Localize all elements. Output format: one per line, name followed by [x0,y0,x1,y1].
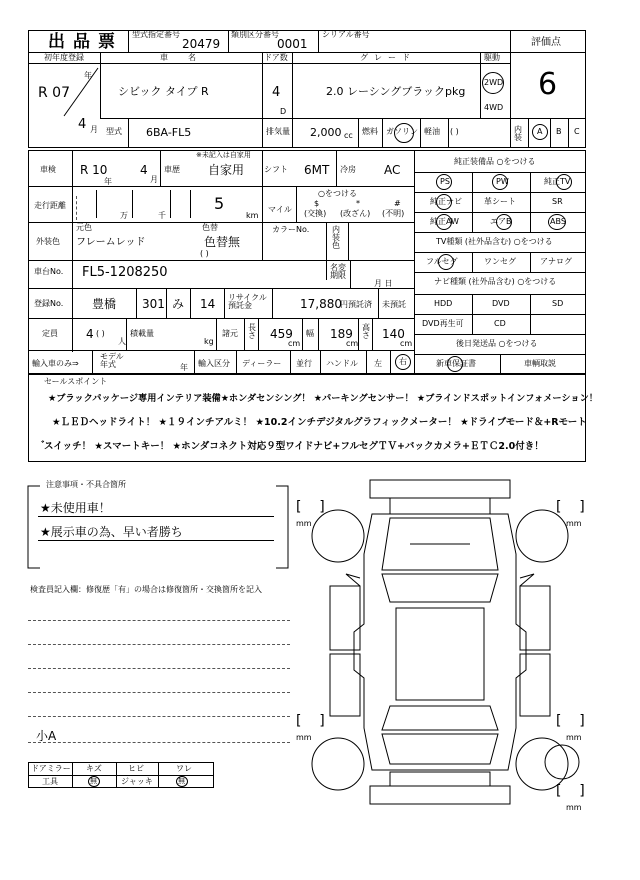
ac-label: 冷房 [340,165,356,174]
height-unit: cm [400,339,413,348]
type-no-label: 型式指定番号 [132,30,180,39]
equip-ps: PS [440,177,450,186]
equip-aw-circle [436,214,452,230]
height-value: 140 [382,327,405,341]
tamper-mark: * [356,199,360,208]
after-title: 後日発送品 ○をつける [456,339,538,348]
colorno-label: カラーNo. [272,225,310,234]
equip-tv-circle [556,174,572,190]
score-value: 6 [538,67,558,102]
sales-line-2: ★ＬＥＤヘッドライト！ ★１９インチアルミ！ ★10.2インチデジタルグラフィックメーター！ ★ドライブモード＆+Rモート [52,417,587,428]
inspection-era: R 10 [80,163,108,177]
tire-fl-mm: mm [296,519,312,528]
tv-analog: アナログ [540,257,572,266]
inspection-year-unit: 年 [104,177,112,186]
color-name: フレームレッド [76,237,146,248]
tire-spare-mm: mm [566,803,582,812]
length-unit: cm [288,339,301,348]
handle-label: ハンドル [326,359,358,368]
model-year-label: モデル年式 [100,352,124,369]
man-unit: 万 [120,211,128,220]
person-unit: 人 [118,337,126,346]
inspector-mark: 小A [36,729,57,743]
equip-ps-circle [436,174,452,190]
car-name-label: 車名 [160,53,216,62]
exterior-color-label: 外装色 [36,237,60,246]
tire-spare-bracket: [ ] [556,783,585,799]
notes-line-2: ★展示車の為、早い者勝ち [40,525,183,539]
class-no-label: 類別区分番号 [231,30,279,39]
displacement-value: 2,000 [310,126,342,139]
name-change-date: 月 日 [374,279,393,288]
equip-pw-circle [492,174,508,190]
interior-c: C [574,127,580,136]
grade-value: 2.0 レーシングブラックpkg [326,85,466,98]
reg-label: 登録No. [34,299,64,308]
model-label: 型式 [106,127,122,136]
dealer: ディーラー [242,359,282,368]
history-label: 車歴 [164,165,180,174]
navi-sd: SD [552,299,564,308]
type-no: 20479 [182,37,221,51]
capacity-value: 4 [86,327,94,341]
year-unit: 年 [84,71,92,80]
tire-rl-bracket: [ ] [296,713,325,729]
score-label: 評価点 [531,37,561,48]
equip-tv: 純正TV [544,177,571,186]
notes-line-1: ★未使用車！ [40,501,111,515]
unknown-mark: # [394,199,401,208]
equip-sr: SR [552,197,563,206]
dims-label: 諸元 [222,329,238,338]
equip-navi: 純正ナビ [430,197,462,206]
legend-tool: 工具 [42,777,58,786]
after-warranty-circle [447,356,463,372]
serial-label: シリアル番号 [322,30,370,39]
km-unit: km [246,211,259,220]
reg-area: 豊橋 [92,297,117,311]
class-no: 0001 [277,37,308,51]
parallel: 並行 [296,359,312,368]
navi-hdd: HDD [434,299,453,308]
tire-fr-mm: mm [566,519,582,528]
mile-label: マイル [268,205,292,214]
tv-one: ワンセグ [484,257,516,266]
displacement-label: 排気量 [266,127,290,136]
interior-label: 内装 [514,125,522,142]
history-note: ※未記入は自家用 [196,151,251,159]
recycle-value: 17,880 [300,297,342,311]
inspector-label: 検査員記入欄：修復歴「有」の場合は修復箇所・交換箇所を記入 [30,585,262,594]
equip-navi-circle [436,194,452,210]
tv-full: フルセグ [426,257,458,266]
fuel-gas: ガソリン [386,127,418,136]
circle-note: ○をつける [318,189,357,198]
notes-label: 注意事項・不具合箇所 [46,480,126,489]
capacity-paren: ( ) [96,329,105,338]
legend-jack-value: 無 [178,777,185,785]
recycle-none: 未預託 [382,300,406,309]
kg-unit: kg [204,337,214,346]
reg-class: 301 [142,297,165,311]
inspection-month: 4 [140,163,148,177]
legend-tool-value: 無 [90,777,97,785]
width-label: 幅 [306,329,314,338]
sen-unit: 千 [158,211,166,220]
slash-divider [62,66,100,118]
name-change-label: 名変期限 [330,263,346,280]
handle-left: 左 [374,359,382,368]
navi-title: ナビ種類 (社外品含む) ○をつける [434,277,557,286]
tv-full-circle [438,254,454,270]
width-value: 189 [330,327,353,341]
car-name: シビック タイプ R [118,85,209,98]
sales-line-3: ゙スイッチ！ ★スマートキー！ ★ホンダコネクト対応９型ワイドナビ+フルセグＴＶ+バックカメラ+ＥＴＣ2.0付き！ [44,441,544,452]
fuel-other: ( ) [450,127,459,136]
fuel-light: 軽油 [424,127,440,136]
month-unit: 月 [90,125,98,134]
equip-aw: 純正AW [430,217,459,226]
reg-kana: み [172,297,185,311]
cc-unit: cc [344,131,353,140]
interior-a: A [537,127,543,136]
equip-leather: 革シート [484,197,516,206]
doors-value: 4 [272,85,281,100]
length-value: 459 [270,327,293,341]
color-change: 色替無 [204,235,241,249]
doors-label: ドア数 [264,53,288,62]
legend-crack: ヒビ [128,764,144,773]
navi-cd: CD [494,319,506,328]
color-change-paren: ( ) [200,249,209,258]
reg-number: 14 [200,297,216,311]
mileage-label: 走行距離 [34,201,66,210]
handle-right: 右 [399,357,407,366]
mileage-value: 5 [214,194,225,213]
spare-tire [542,742,582,782]
tv-title: TV種類 (社外品含む) ○をつける [436,237,553,246]
unknown-label: (不明) [382,209,405,218]
inspection-month-unit: 月 [150,175,158,184]
first-reg-label: 初年度登録 [44,53,84,62]
ac-value: AC [384,163,401,177]
fuel-label: 燃料 [362,127,378,136]
form-title: 出品票 [48,32,123,52]
chassis-label: 車台No. [34,267,64,276]
first-reg-month: 4 [78,117,87,132]
legend-scratch: キズ [86,764,102,773]
drive-2wd: 2WD [484,78,504,87]
model-year-unit: 年 [180,363,188,372]
recycle-label: リサイクル預託金 [228,293,267,310]
tamper-label: (改ざん) [340,209,371,218]
equip-airbag: エアB [490,217,512,226]
navi-dvd: DVD [492,299,510,308]
first-reg-era: R 07 [38,85,70,101]
capacity-label: 定員 [42,329,58,338]
color-change-label: 色替 [202,223,218,232]
exchange-label: (交換) [304,209,327,218]
inspection-label: 車検 [40,165,56,174]
recycle-unit: 円預託済 [340,300,372,309]
door-type: D [280,107,287,116]
width-unit: cm [346,339,359,348]
drive-label: 駆動 [484,53,500,62]
shift-label: シフト [264,165,288,174]
after-manual: 車輌取説 [524,359,556,368]
import-class-label: 輸入区分 [198,359,230,368]
sales-label: セールスポイント [44,377,108,386]
legend-jack: ジャッキ [121,777,153,786]
load-label: 積載量 [130,329,154,338]
drive-4wd: 4WD [484,103,504,112]
exchange-mark: $ [314,199,320,208]
equip-abs-circle [548,214,566,230]
height-label: 高さ [362,323,370,340]
tire-rr-mm: mm [566,733,582,742]
tire-rr-bracket: [ ] [556,713,585,729]
after-warranty: 新車保証書 [436,359,476,368]
length-label: 長さ [248,323,256,340]
interior-color-label: 内装色 [332,225,340,250]
history-value: 自家用 [208,163,245,177]
tire-fl-bracket: [ ] [296,499,325,515]
tire-fr-bracket: [ ] [556,499,585,515]
import-label: 輸入車のみ⇒ [32,359,79,368]
legend-break: ワレ [176,764,192,773]
interior-b: B [556,127,562,136]
sales-line-1: ★ブラックパッケージ専用インテリア装備★ホンダセンシング！ ★パーキングセンサー！ ★ブラインドスポットインフォメーション！ [48,393,598,404]
equip-pw: PW [496,177,509,186]
equipment-title: 純正装備品 ○をつける [454,157,536,166]
tire-rl-mm: mm [296,733,312,742]
model-value: 6BA-FL5 [146,126,192,139]
equip-abs: ABS [550,217,566,226]
navi-dvd-play: DVD再生可 [422,319,464,328]
equip-airbag-circle [496,214,512,230]
legend-mirror: ドアミラー [31,764,71,773]
grade-label: グレード [360,53,416,62]
shift-value: 6MT [304,163,330,177]
original-color-label: 元色 [76,223,92,232]
chassis-value: FL5-1208250 [82,265,168,280]
